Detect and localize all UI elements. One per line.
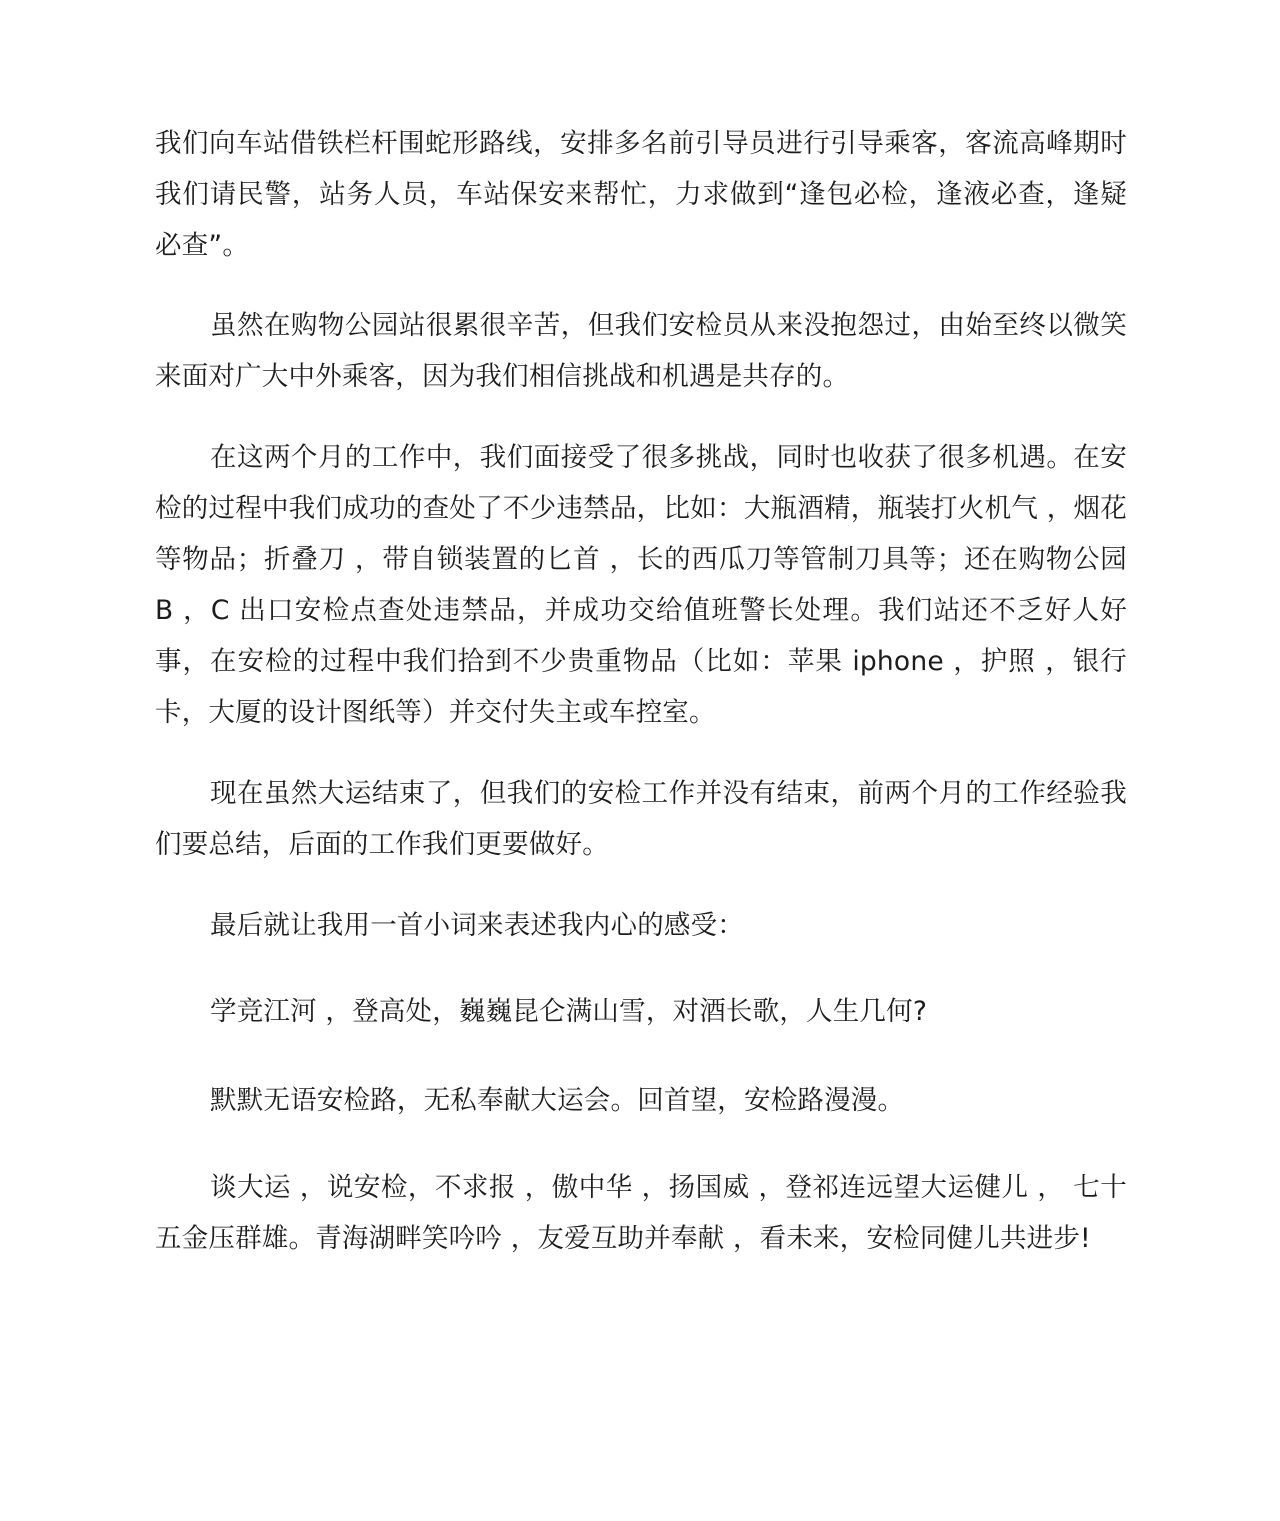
paragraph-2: 虽然在购物公园站很累很辛苦，但我们安检员从来没抱怨过，由始至终以微笑来面对广大中外乘客，因为我们相信挑战和机遇是共存的。 <box>155 310 1127 392</box>
verse-line-1: 学竞江河 ，登高处，巍巍昆仑满山雪，对酒长歌，人生几何? <box>210 996 928 1027</box>
document-body <box>155 118 1136 1264</box>
paragraph-4: 现在虽然大运结束了，但我们的安检工作并没有结束，前两个月的工作经验我们要总结，后面的工作我们更要做好。 <box>155 778 1127 860</box>
verse-line-2: 默默无语安检路，无私奉献大运会。回首望，安检路漫漫。 <box>210 1085 905 1116</box>
paragraph-3: 在这两个月的工作中，我们面接受了很多挑战，同时也收获了很多机遇。在安检的过程中我们成功的查处了不少违禁品，比如：大瓶酒精，瓶装打火机气 ，烟花等物品；折叠刀 ，带自锁装置的匕首 ，长的西瓜刀等管制刀具等；还在购物公园 B ，C 出口安检点查处违禁品，并成功交给值班警长处理。我们站还不乏好人好事，在安检的过程中我们拾到不少贵重物品（比如：苹果 iphone ，护照 ，银行卡，大厦的设计图纸等）并交付失主或车控室。 <box>155 442 1136 728</box>
paragraph-5-poem-intro: 最后就让我用一首小词来表述我内心的感受： <box>210 910 744 941</box>
paragraph-1: 我们向车站借铁栏杆围蛇形路线，安排多名前引导员进行引导乘客，客流高峰期时我们请民警，站务人员，车站保安来帮忙，力求做到“逢包必检，逢液必查，逢疑必查”。 <box>155 128 1127 261</box>
verse-line-3: 谈大运 ，说安检，不求报 ，傲中华 ，扬国威 ，登祁连远望大运健儿 ， 七十五金压群雄。青海湖畔笑吟吟 ，友爱互助并奉献 ，看未来，安检同健儿共进步! <box>155 1172 1127 1254</box>
